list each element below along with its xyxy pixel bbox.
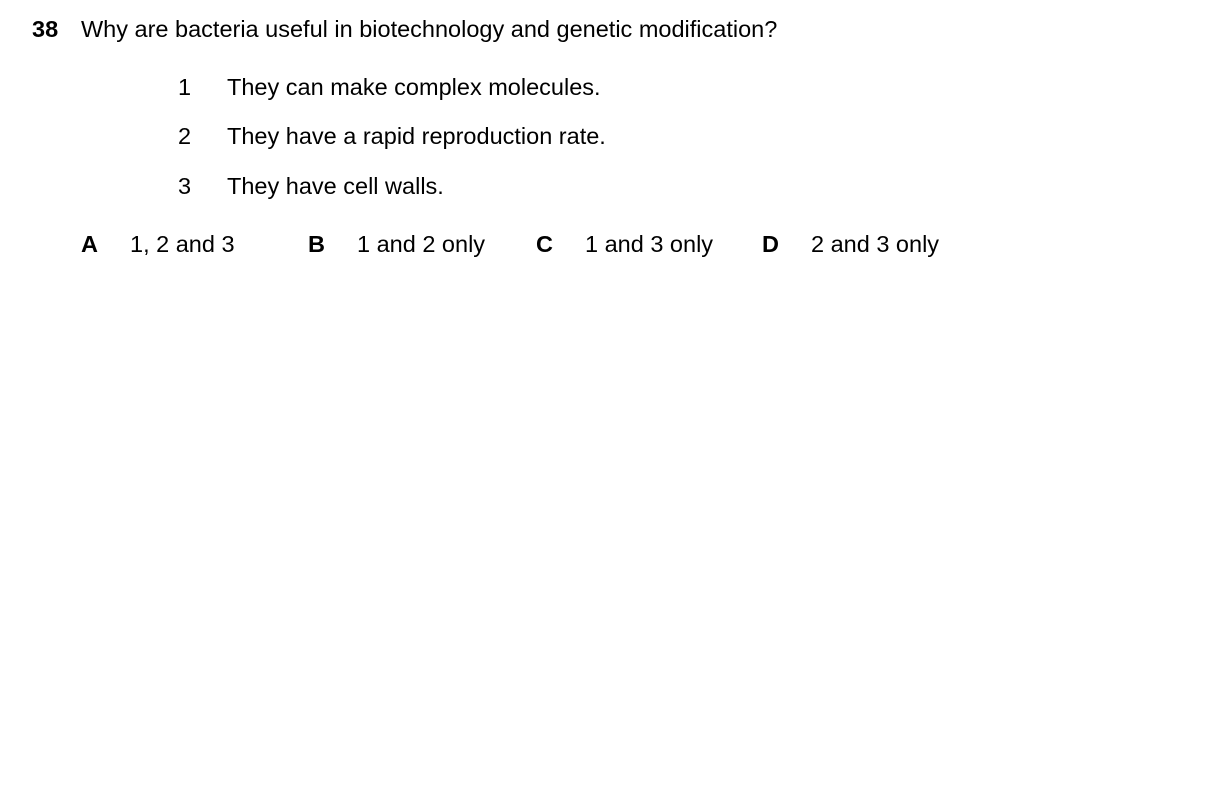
statement-number-1: 1 — [178, 74, 192, 100]
question-number: 38 — [32, 16, 59, 42]
option-c-letter: C — [536, 231, 553, 257]
option-d-text: 2 and 3 only — [811, 231, 940, 257]
statement-number-2: 2 — [178, 123, 192, 149]
option-b-text: 1 and 2 only — [357, 231, 486, 257]
statement-number-3: 3 — [178, 173, 192, 199]
question-text: Why are bacteria useful in biotechnology and genetic modification? — [81, 16, 778, 42]
statement-text-2: They have a rapid reproduction rate. — [227, 123, 606, 149]
option-a-letter: A — [81, 231, 98, 257]
option-d-letter: D — [762, 231, 779, 257]
option-b-letter: B — [308, 231, 325, 257]
option-c-text: 1 and 3 only — [585, 231, 714, 257]
statement-text-1: They can make complex molecules. — [227, 74, 601, 100]
option-a-text: 1, 2 and 3 — [130, 231, 235, 257]
statement-text-3: They have cell walls. — [227, 173, 444, 199]
